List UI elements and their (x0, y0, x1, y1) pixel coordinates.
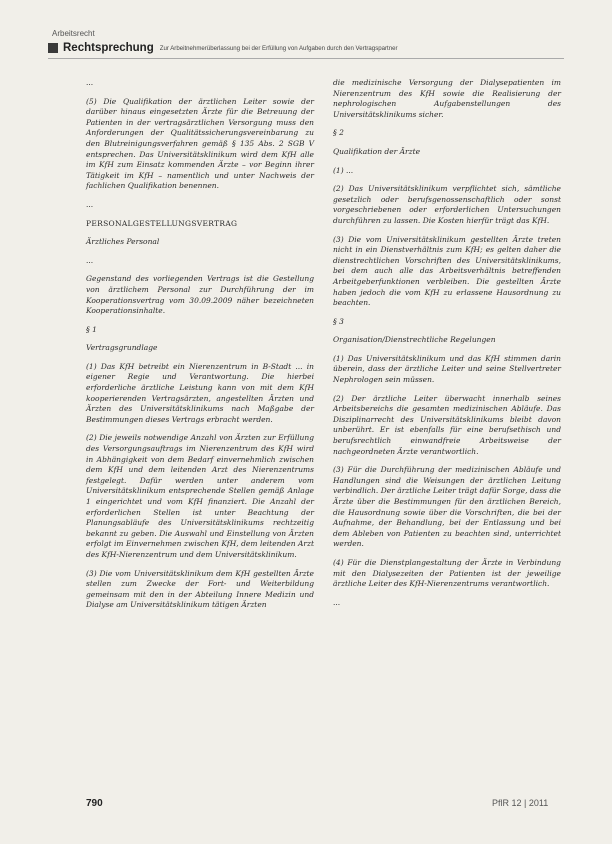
paragraph: ... (333, 597, 341, 607)
section-heading: Vertragsgrundlage (86, 343, 158, 353)
section-heading: Ärztliches Personal (86, 237, 160, 247)
paragraph: (2) Die jeweils notwendige Anzahl von Ärzten zur Erfüllung des Versorgungsauftrags im Nierenzentrum des KfH wird in Abhängigkeit von dem Bedarf einvernehmlich zwischen dem KfH und dem leitenden Arzt des Nierenzentrums festgelegt. Dafür werden unter anderem vom Universitätsklinikum entsprechende Stellen gemäß Anlage 1 eingerichtet und vom KfH finanziert. Die Anzahl der erforderlichen Stellen ist unter Beachtung der Planungsabläufe des Universitätsklinikums rechtzeitig bekannt zu geben. Die Auswahl und Einstellung von Ärzten erfolgt im Einvernehmen zwischen KfH, dem leitenden Arzt des KfH-Nierenzentrum und dem Universitätsklinikum. (86, 433, 314, 559)
paragraph: (3) Die vom Universitätsklinikum gestellten Ärzte treten nicht in ein Dienstverhältnis zum KfH; es gelten daher die dienstrechtlichen Vorschriften des Universitätsklinikums, bei dem auch alle das Arbeitsverhältnis betreffenden Arbeitgeberfunktionen verbleiben. Die gestellten Ärzte haben jedoch die vom KfH zu erlassene Hausordnung zu beachten. (333, 234, 561, 308)
paragraph: ... (86, 199, 94, 209)
paragraph: (5) Die Qualifikation der ärztlichen Leiter sowie der darüber hinaus eingesetzten Ärzte für die Betreuung der Patienten in der vertragsärztlichen Versorgung muss den Anforderungen der Qualitätssicherungsvereinbarung zu den Blutreinigungsverfahren gemäß § 135 Abs. 2 SGB V entsprechen. Das Universitätsklinikum wird dem KfH alle im KfH zum Einsatz kommenden Ärzte – vor Beginn ihrer Tätigkeit im KfH – namentlich und unter Nachweis der fachlichen Qualifikation benennen. (86, 96, 314, 191)
section-heading: Organisation/Dienstrechtliche Regelungen (333, 335, 496, 345)
right-column (333, 78, 561, 616)
paragraph: (3) Für die Durchführung der medizinischen Abläufe und Handlungen sind die Weisungen der ärztlichen Leitung verbindlich. Der ärztliche Leiter trägt dafür Sorge, dass die Ärzte über die Bestimmungen für den ärztlichen Bereich, die Hausordnung sowie über die Vorschriften, die bei der Aufnahme, der Behandlung, bei der Entlassung und bei dem Ableben von Patienten zu beachten sind, unterrichtet werden. (333, 465, 561, 549)
paragraph: (3) Die vom Universitätsklinikum dem KfH gestellten Ärzte stellen zum Zwecke der Fort- und Weiterbildung gemeinsam mit den in der Abteilung Innere Medizin und Dialyse am Universitätsklinikum tätigen Ärzten (86, 568, 314, 610)
paragraph: (4) Für die Dienstplangestaltung der Ärzte in Verbindung mit den Dialysezeiten der Patienten ist der jeweilige ärztliche Leiter des KfH-Nierenzentrums verantwortlich. (333, 557, 561, 589)
paragraph: die medizinische Versorgung der Dialysepatienten im Nierenzentrum des KfH sowie die Realisierung der nephrologischen Aufgabenstellungen des Universitätsklinikums sicher. (333, 78, 561, 119)
paragraph: (2) Der ärztliche Leiter überwacht innerhalb seines Arbeitsbereichs die gesamten medizinischen Abläufe. Das Disziplinarrecht des Universitätsklinikums bleibt davon unberührt. Er ist ebenfalls für eine berufsethisch und berufsrechtlich einwandfreie Arbeitsweise der nachgeordneten Ärzte verantwortlich. (333, 393, 561, 456)
paragraph: (2) Das Universitätsklinikum verpflichtet sich, sämtliche gesetzlich oder berufsgenossenschaftlich oder sonst vorgeschriebenen oder erforderlichen Untersuchungen durchführen zu lassen. Die Kosten hierfür trägt das KfH. (333, 184, 561, 225)
header-divider (48, 58, 564, 59)
page-number: 790 (86, 798, 103, 809)
section-tag: Arbeitsrecht (52, 29, 95, 38)
contract-heading: PERSONALGESTELLUNGSVERTRAG (86, 218, 238, 228)
page-header (48, 41, 564, 55)
journal-issue: PflR 12 | 2011 (492, 798, 549, 808)
header-subtitle: Zur Arbeitnehmerüberlassung bei der Erfüllung von Aufgaben durch den Vertragspartner (159, 44, 398, 52)
section-number: § 1 (86, 324, 97, 334)
section-heading: Qualifikation der Ärzte (333, 146, 421, 156)
paragraph: ... (86, 78, 94, 87)
paragraph: Gegenstand des vorliegenden Vertrags ist die Gestellung von ärztlichem Personal zur Durchführung der im Kooperationsvertrag vom 30.09.2009 näher bezeichneten Kooperationsinhalte. (86, 274, 314, 316)
paragraph: (1) ... (333, 165, 354, 175)
section-number: § 3 (333, 316, 344, 326)
paragraph: (1) Das KfH betreibt ein Nierenzentrum in B-Stadt ... in eigener Regie und Verantwortung. Die hierbei erforderliche ärztliche Leistung kann von mit dem KfH kooperierenden Vertragsärzten, angestellten Ärzten und Ärzten des Universitätsklinikums nach Maßgabe der Bestimmungen dieses Vertrags erbracht werden. (86, 361, 314, 424)
header-title: Rechtsprechung (63, 42, 154, 54)
paragraph: (1) Das Universitätsklinikum und das KfH stimmen darin überein, dass der ärztliche Leiter und seine Stellvertreter Nephrologen sein müssen. (333, 353, 561, 385)
header-square-icon (48, 43, 58, 53)
paragraph: ... (86, 255, 94, 265)
section-number: § 2 (333, 128, 344, 138)
left-column (86, 78, 314, 619)
